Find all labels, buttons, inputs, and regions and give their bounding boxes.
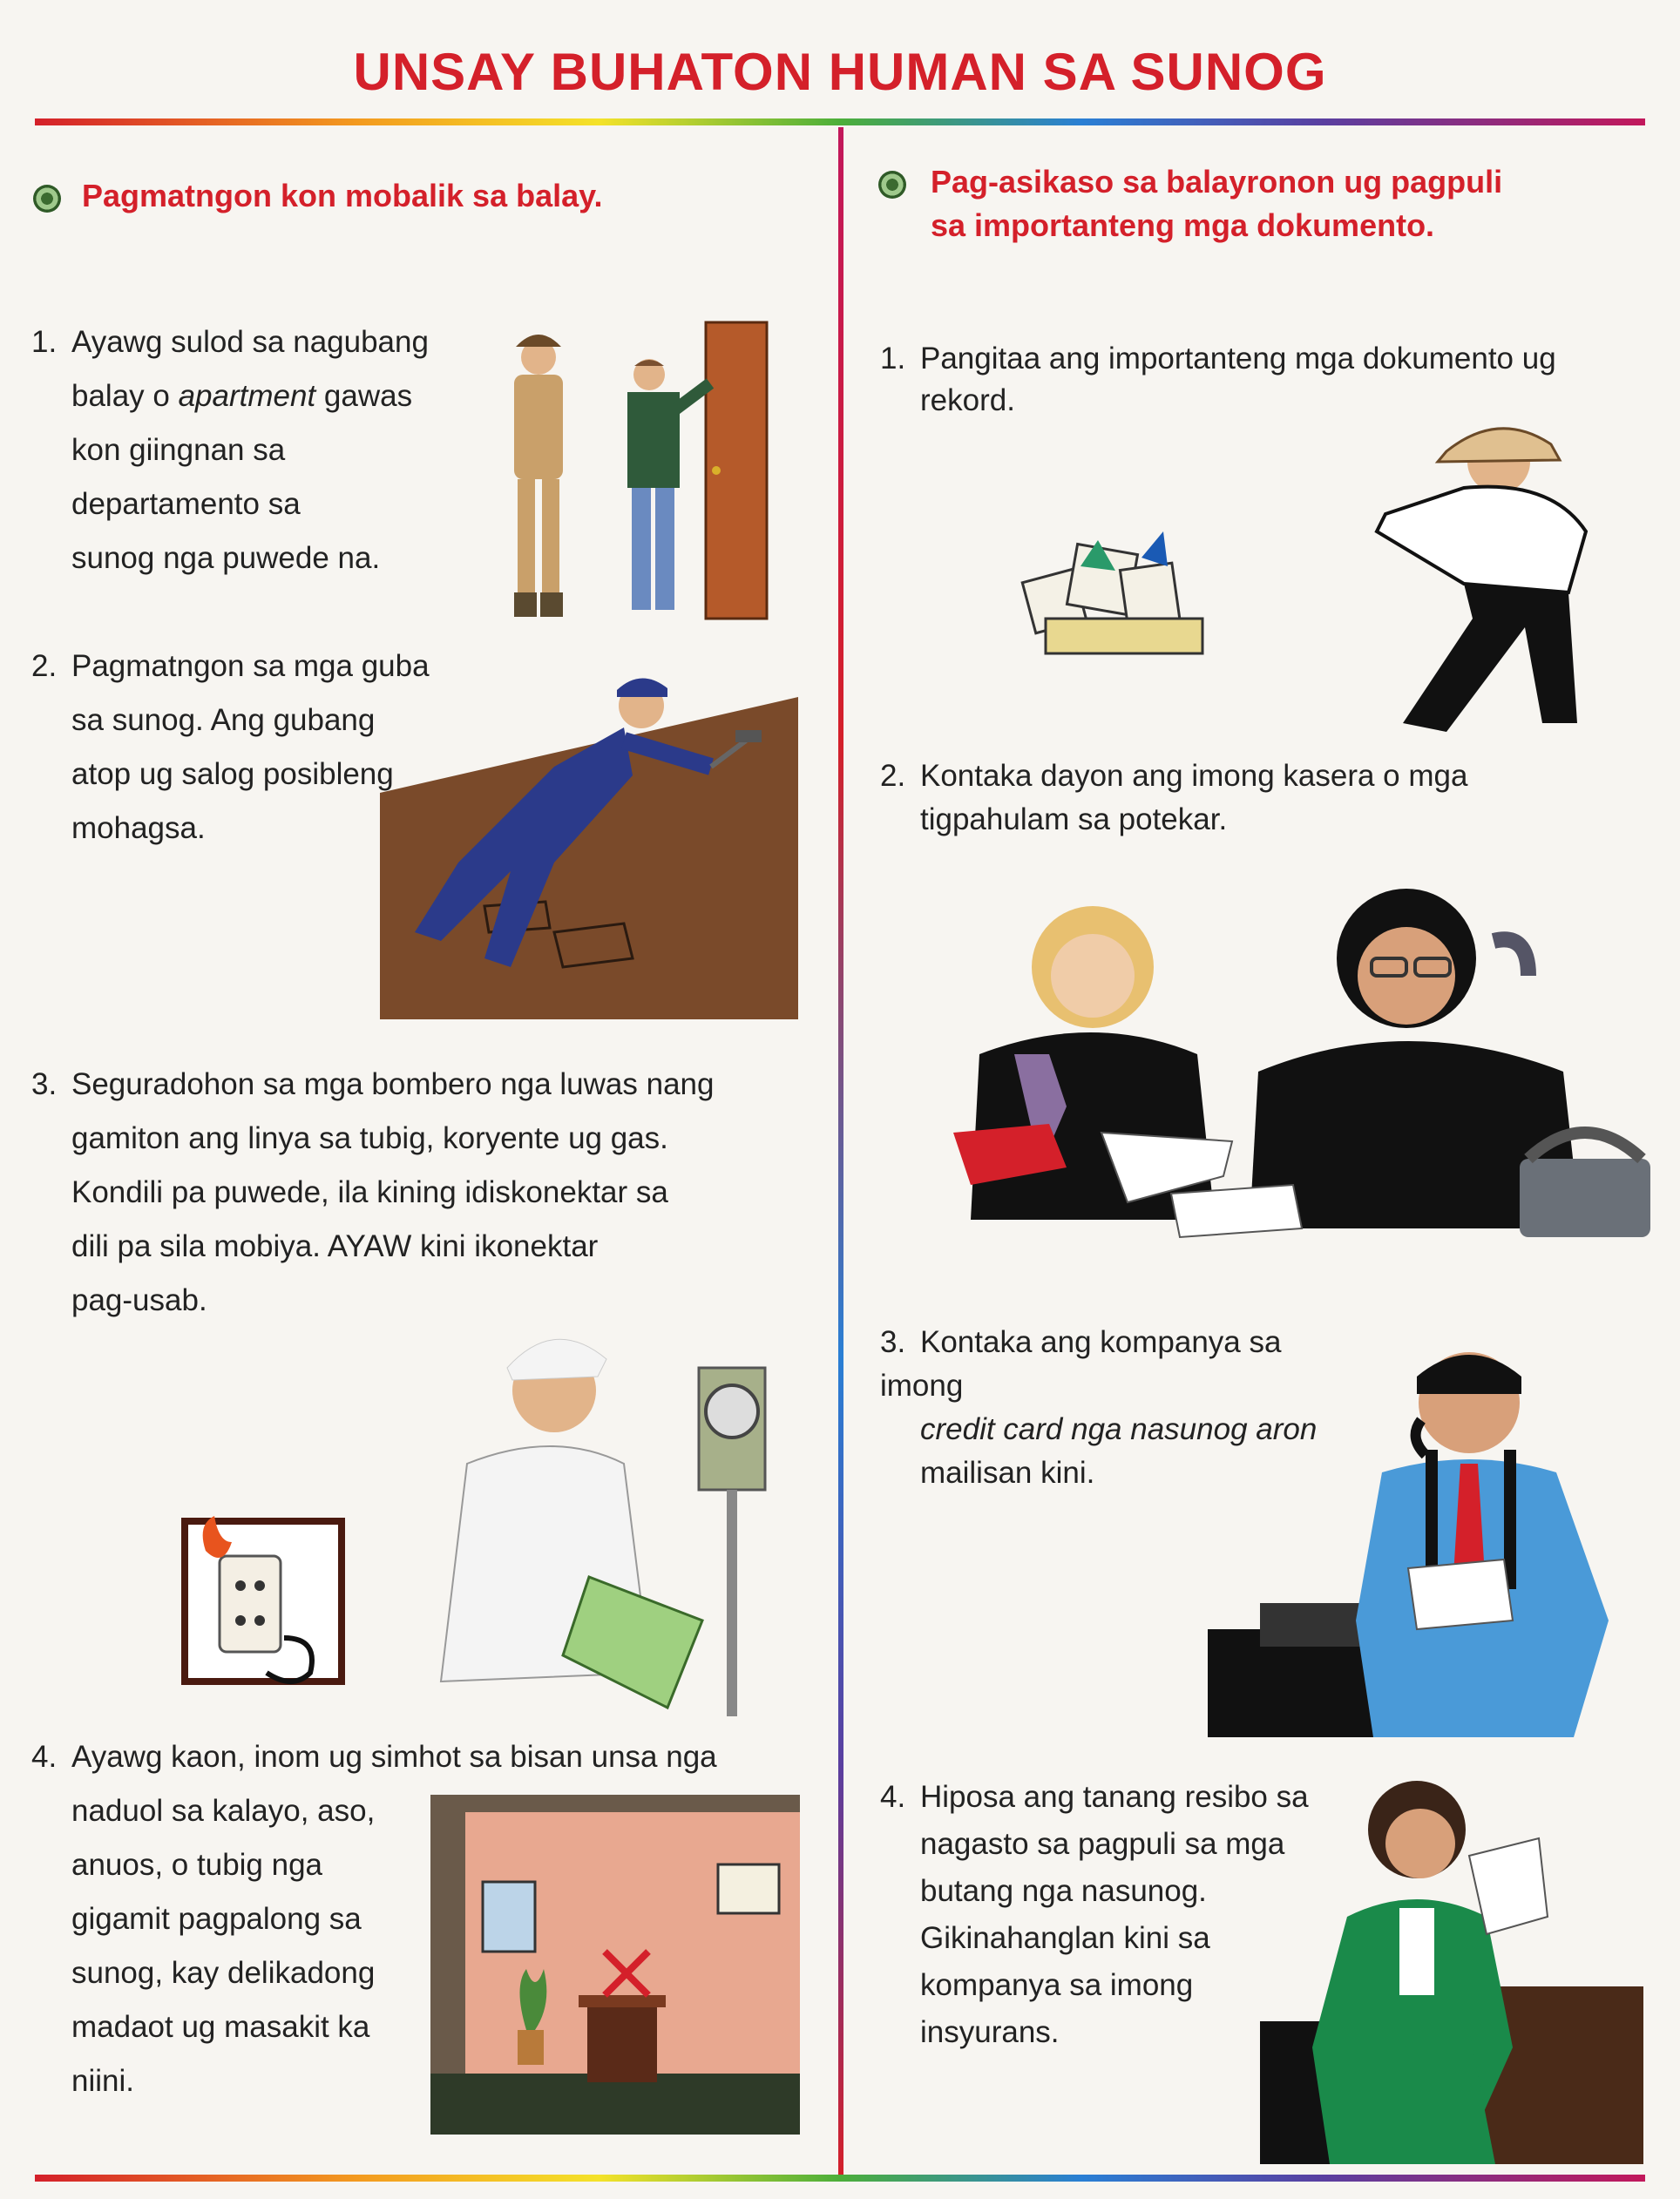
left-heading: Pagmatngon kon mobalik sa balay. bbox=[82, 178, 603, 213]
roof-worker-illustration bbox=[380, 645, 798, 1019]
right-item-1: 1. Pangitaa ang importanteng mga dokumento ug rekord. bbox=[880, 342, 1556, 417]
left-item-1: 1. Ayawg sulod sa nagubang balay o apartment gawas kon giingnan sa departamento sa sunog nga puwede na. bbox=[31, 315, 484, 585]
left-item-4: 4. Ayawg kaon, inom ug simhot sa bisan unsa nga naduol sa kalayo, aso, anuos, o tubig nga gigamit pagpalong sa sunog, kay delikadong madaot ug masakit ka niini. bbox=[31, 1740, 717, 2098]
burned-room-illustration bbox=[430, 1795, 800, 2135]
firefighter-door-illustration bbox=[497, 305, 793, 636]
left-item-3: 3. Seguradohon sa mga bombero nga luwas nang gamiton ang linya sa tubig, koryente ug gas. Kondili pa puwede, ila kining idiskonektar sa dili pa sila mobiya. AYAW kini ikonektar pag-usab. bbox=[31, 1067, 715, 1317]
bottom-rainbow-rule bbox=[35, 2175, 1645, 2182]
right-item-2: 2. Kontaka dayon ang imong kasera o mga tigpahulam sa potekar. bbox=[880, 759, 1468, 836]
left-item-2: 2. Pagmatngon sa mga guba sa sunog. Ang gubang atop ug salog posibleng mohagsa. bbox=[31, 649, 430, 845]
right-heading: Pag-asikaso sa balayronon ug pagpuli sa importanteng mga dokumento. bbox=[931, 164, 1503, 243]
man-on-phone-illustration bbox=[1208, 1342, 1643, 1737]
right-item-3: 3. Kontaka ang kompanya sa imong credit card nga nasunog aron mailisan kini. bbox=[880, 1325, 1318, 1490]
column-divider bbox=[838, 127, 843, 2175]
page-title: UNSAY BUHATON HUMAN SA SUNOG bbox=[353, 43, 1327, 101]
right-item-4: 4. Hiposa ang tanang resibo sa nagasto sa pagpuli sa mga butang nga nasunog. Gikinahanglan kini sa kompanya sa imong insyurans. bbox=[880, 1780, 1309, 2049]
top-rainbow-rule bbox=[35, 118, 1645, 125]
item-number: 1. bbox=[31, 325, 58, 359]
woman-with-receipts-illustration bbox=[1260, 1769, 1643, 2164]
office-phone-call-illustration bbox=[918, 880, 1673, 1255]
bullet-icon bbox=[33, 185, 61, 213]
electrician-meter-illustration bbox=[180, 1307, 807, 1725]
bullet-icon bbox=[878, 171, 906, 199]
man-finding-documents-illustration bbox=[1011, 409, 1673, 741]
